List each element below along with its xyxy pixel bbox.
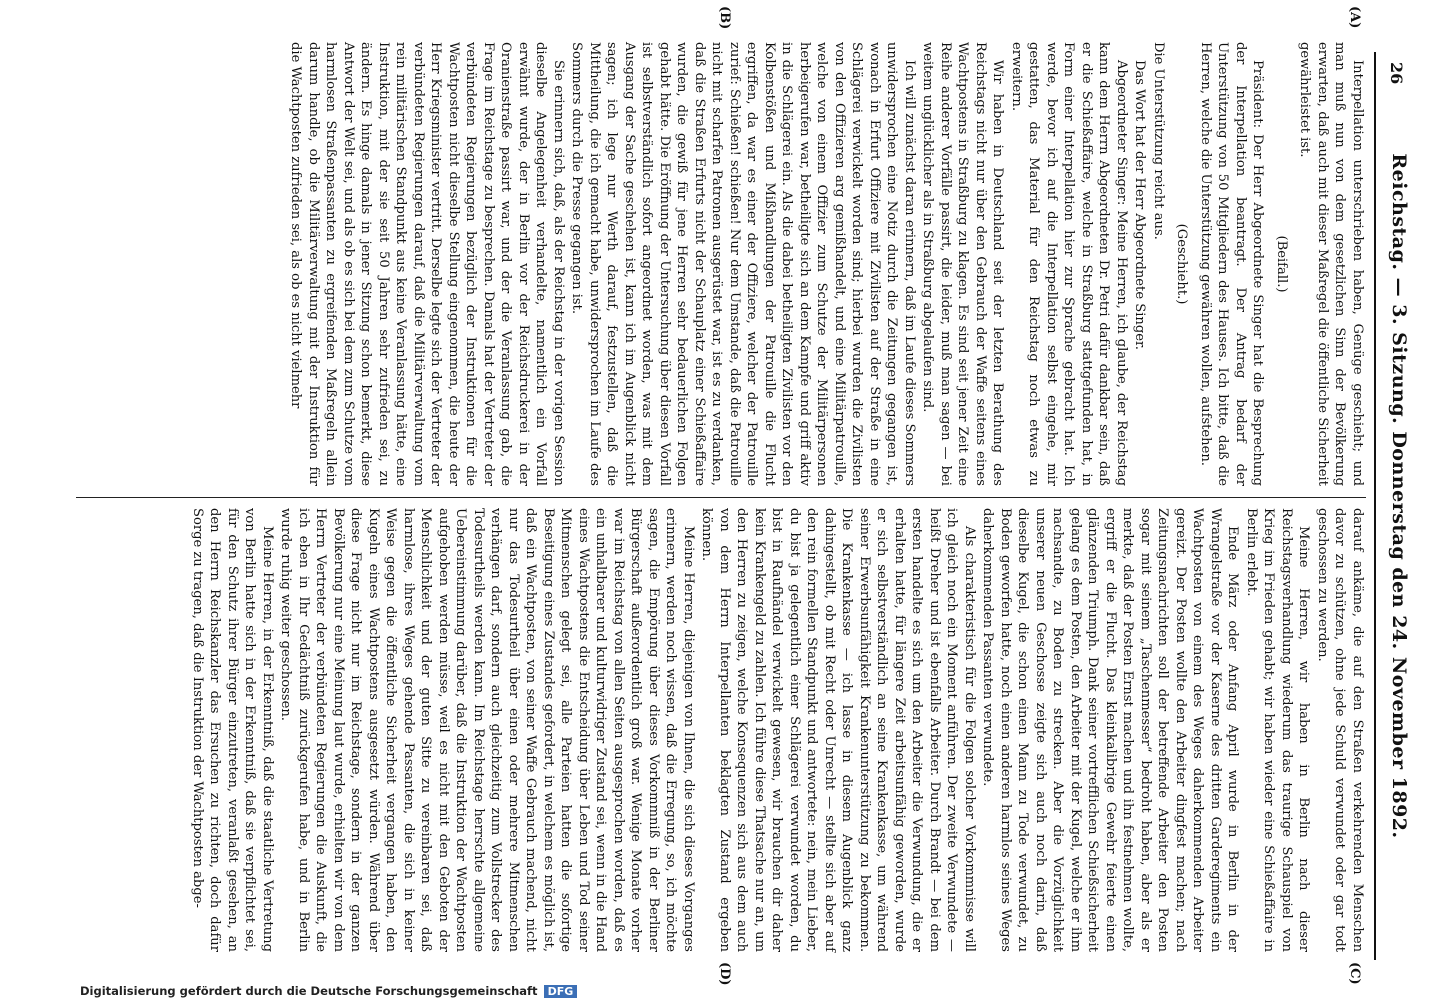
margin-letter-c: (C)	[1347, 962, 1362, 985]
page-number: 26	[1387, 62, 1406, 85]
paragraph: Abgeordneter Singer: Meine Herren, ich glaube, der Reichstag kann dem Herrn Abgeordneten Dr. Petri dafür dankbar sein, daß er die Schießaffaire, welche in Straßburg stattgefunden hat, in Form einer Interpellation hier zur Sprache gebracht hat. Ich werde, bevor ich auf die Interpellation selbst eingehe, mir gestatten, das Material für den Reichstag noch etwas zu erweitern.	[1009, 42, 1129, 486]
paragraph: Meine Herren, diejenigen von Ihnen, die sich dieses Vorganges erinnern, werden noch wissen, daß die Erregung, so, ich möchte sagen, die Empörung über dieses Vorkommniß in der Berliner Bürgerschaft außerordentlich groß war. Wenige Monate vorher war im Reichstag von allen Seiten ausgesprochen worden, daß es ein unhaltbarer und kulturwidriger Zustand sei, wenn in die Hand eines Wachtpostens die Entscheidung über Leben und Tod seiner Mitmenschen gelegt sei, alle Parteien hatten die sofortige Beseitigung eines Zustandes gefordert, in welchem es möglich ist, daß ein Wachtposten, von seiner Waffe Gebrauch machend, nicht nur das Todesurtheil über einen oder mehrere Mitmenschen verhängen darf, sondern auch gleichzeitig zum Vollstrecker des Todesurtheils werden kann. Im Reichstage herrschte allgemeine Uebereinstimmung darüber, daß die Instruktion der Wachtposten aufgehoben werden müsse, weil es nicht mit den Geboten der Menschlichkeit und der guten Sitte zu vereinbaren sei, daß harmlose, ihres Weges gehende Passanten, die sich in keiner Weise gegen die öffentliche Sicherheit vergangen haben, den Kugeln eines Wachtpostens ausgesetzt würden. Während über diese Frage nicht nur im Reichstage, sondern in der ganzen Bevölkerung nur eine Meinung laut wurde, erhielten wir von dem Herrn Vertreter der verbündeten Regierungen die Auskunft, die ich eben in Ihr Gedächtniß zurückgerufen habe, und in Berlin wurde ruhig weiter geschossen.	[278, 508, 696, 952]
paragraph: (Beifall.)	[1274, 235, 1289, 293]
paragraph: Ich will zunächst daran erinnern, daß im Laufe dieses Sommers unwidersprochen eine Notiz durch die Zeitungen gegangen ist, wonach in Erfurt Offiziere mit Zivilisten auf der Straße in eine Schlägerei verwickelt worden sind; hierbei wurden die Zivilisten von den Offizieren arg gemißhandelt, und eine Militärpatrouille, welche von einem Offizier zum Schutze der Militärpersonen herbeigerufen war, betheiligte sich an dem Kampfe und griff aktiv in die Schlägerei ein. Als die dabei betheiligten Zivilisten vor den Kolbenstößen und Mißhandlungen der Patrouille die Flucht ergriffen, da war es einer der Offiziere, welcher der Patrouille zurief: Schießen! schießen! Nur dem Umstande, daß die Patrouille nicht mit scharfen Patronen ausgerüstet war, ist es zu verdanken, daß die Straßen Erfurts nicht der Schauplatz einer Schießaffaire wurden, die gewiß für jene Herren sehr bedauerlichen Folgen gehabt hätte. Die Eröffnung der Untersuchung über diesen Vorfall ist selbstverständlich sofort angeordnet worden, was mit dem Ausgang der Sache geschehen ist, kann ich im Augenblick nicht sagen; ich lege nur Werth darauf, festzustellen, daß die Mittheilung, die ich gemacht habe, unwidersprochen im Laufe des Sommers durch die Presse gegangen ist.	[569, 42, 917, 486]
paragraph: Wir haben in Deutschland seit der letzten Berathung des Reichstags nicht nur über den Gebrauch der Waffe seitens eines Wachtpostens in Straßburg zu klagen. Es sind seit jener Zeit eine Reihe anderer Vorfälle passirt, die leider, muß man sagen — bei weitem unglücklicher als in Straßburg abgelaufen sind.	[920, 42, 1006, 486]
paragraph: Die Unterstützung reicht aus.	[1151, 42, 1166, 240]
column-divider	[76, 497, 1366, 498]
paragraph: Interpellation unterschrieben haben, Genüge geschieht; und man muß nun von dem gesetzlichen Sinn der Bevölkerung erwarten, daß auch mit dieser Maßregel die öffentliche Sicherheit gewährleistet ist.	[1297, 42, 1365, 486]
paragraph: (Geschieht.)	[1174, 223, 1190, 305]
margin-letter-b: (B)	[717, 6, 732, 30]
paragraph: Das Wort hat der Herr Abgeordnete Singer.	[1132, 60, 1148, 350]
dfg-logo: DFG	[544, 985, 578, 998]
paragraph: Präsident: Der Herr Abgeordnete Singer hat die Besprechung der Interpellation beantragt. Der Antrag bedarf der Unterstützung von 50 Mitgliedern des Hauses. Ich bitte, daß die Herren, welche die Unterstützung gewähren wollen, aufstehen.	[1198, 42, 1266, 486]
running-header	[1374, 32, 1420, 960]
paragraph: Als charakteristisch für die Folgen solcher Vorkommnisse will ich gleich noch ein Moment anführen. Der zweite Verwundete — heißt Dreher und ist ebenfalls Arbeiter. Durch Brandt — bei dem ersten handelte es sich um den Arbeiter die Verwundung, die er erhalten hatte, für längere Zeit arbeitsunfähig geworden, wurde er sich selbstverständlich an seine Krankenkasse, um während seiner Erwerbsunfähigkeit Krankenunterstützung zu bekommen. Die Krankenkasse — ich lasse in diesem Augenblick ganz dahingestellt, ob mit Recht oder Unrecht — stellte sich aber auf den rein formellen Standpunkt und antwortete: nein, mein Lieber, du bist ja gelegentlich einer Schlägerei verwundet worden, du bist in Raufhändel verwickelt gewesen, wir brauchen dir daher kein Krankengeld zu zahlen. Ich führe diese Thatsache nur an, um den Herren zu zeigen, welche Konsequenzen sich aus dem auch von dem Herrn Interpellanten beklagten Zustand ergeben können.	[699, 508, 977, 952]
left-column	[40, 42, 1366, 486]
header-rule	[1374, 52, 1376, 960]
paragraph: Meine Herren, in der Erkenntniß, daß die staatliche Vertretung von Berlin hatte sich in der Erkenntniß, daß sie verpflichtet sei, für den Schutz ihrer Bürger einzutreten, veranlaßt gesehen, an den Herrn Reichskanzler das Ersuchen zu richten, doch dafür Sorge zu tragen, daß die Instruktion der Wachtposten abge-	[190, 508, 275, 952]
right-column	[40, 508, 1366, 952]
digitization-footer	[80, 984, 577, 998]
paragraph: Meine Herren, wir haben in Berlin nach dieser Reichstagsverhandlung wiederum das traurige Schauspiel von Krieg im Frieden gehabt; wir haben wieder eine Schießaffaire in Berlin erlebt.	[1244, 508, 1312, 952]
margin-letter-d: (D)	[717, 962, 732, 986]
paragraph: Sie erinnern sich, daß, als der Reichstag in der vorigen Session dieselbe Angelegenheit verhandelte, namentlich ein Vorfall erwähnt wurde, der in Berlin vor der Reichsdruckerei in der Oranienstraße passirt war, und der die Veranlassung gab, die Frage im Reichstage zu besprechen. Damals hat der Vertreter der verbündeten Regierungen bezüglich der Instruktionen für die Wachtposten nicht dieselbe Stellung eingenommen, die heute der Herr Kriegsminister vertritt. Derselbe legte sich der Vertreter der verbündeten Regierungen darauf, daß die Militärverwaltung vom rein militärischen Standpunkt aus keine Veranlassung hätte, eine Instruktion, mit der sie seit 50 Jahren sehr zufrieden sei, zu ändern. Es hinge damals in jener Sitzung schon bemerkt, diese Antwort der Welt sei, und als ob es sich bei dem zum Schutze vom harmlosen Straßenpassanten zu ergreifenden Maßregeln allein darum handle, ob die Militärverwaltung mit der Instruktion für die Wachtposten zufrieden sei, als ob es nicht vielmehr	[288, 42, 566, 486]
paragraph: darauf ankäme, die auf den Straßen verkehrenden Menschen davor zu schützen, ohne jede Schuld verwundet oder gar todt geschossen zu werden.	[1315, 508, 1365, 952]
paragraph: Ende März oder Anfang April wurde in Berlin in der Wrangelstraße vor der Kaserne des dritten Garderegiments ein Wachtposten von einem des Weges daherkommenden Arbeiter gereizt. Der Posten wollte den Arbeiter dingfest machen; nach Zeitungsnachrichten soll der betreffende Arbeiter den Posten sogar mit seinem „Taschenmesser“ bedroht haben, aber als er merkte, daß der Posten Ernst machen und ihn festnehmen wollte, ergriff er die Flucht. Das kleinkalibrige Gewehr feierte einen glänzenden Triumph. Dank seiner vortrefflichen Schießsicherheit gelang es dem Posten, den Arbeiter mit der Kugel, welche er ihm nachsandte, zu Boden zu strecken. Aber die Vorzüglichkeit unserer neuen Geschosse zeigte sich auch noch darin, daß dieselbe Kugel, die schon einen Mann zu Tode verwundet, zu Boden geworfen hatte, noch einen anderen harmlos seines Weges daherkommenden Passanten verwundete.	[980, 508, 1241, 952]
page-title: Reichstag. — 3. Sitzung. Donnerstag den 24. November 1892.	[1388, 153, 1410, 839]
margin-letter-a: (A)	[1347, 6, 1362, 29]
digitization-note: Digitalisierung gefördert durch die Deutsche Forschungsgemeinschaft	[80, 984, 538, 998]
